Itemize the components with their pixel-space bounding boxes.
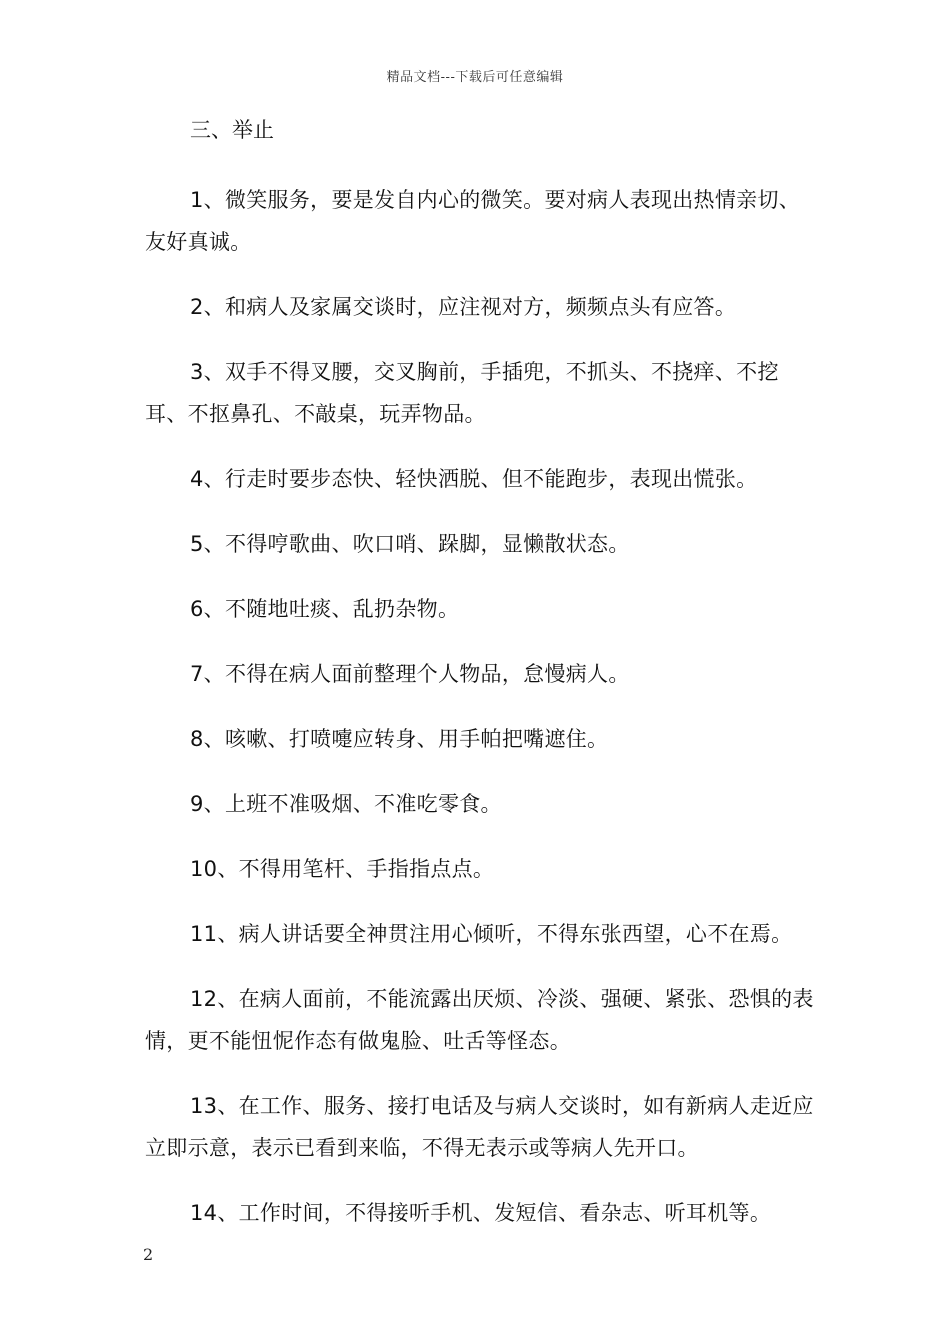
list-item: 4、行走时要步态快、轻快洒脱、但不能跑步，表现出慌张。: [190, 467, 758, 491]
page-header: 精品文档---下载后可任意编辑: [386, 70, 564, 85]
list-item: 14、工作时间，不得接听手机、发短信、看杂志、听耳机等。: [190, 1201, 772, 1225]
list-item: 9、上班不准吸烟、不准吃零食。: [190, 792, 502, 816]
list-item: 12、在病人面前，不能流露出厌烦、冷淡、强硬、紧张、恐惧的表情，更不能忸怩作态有做鬼脸、吐舌等怪态。: [145, 987, 814, 1053]
list-item: 2、和病人及家属交谈时，应注视对方，频频点头有应答。: [190, 295, 737, 319]
list-item: 1、微笑服务，要是发自内心的微笑。要对病人表现出热情亲切、友好真诚。: [145, 188, 801, 254]
page-number: 2: [143, 1245, 154, 1264]
list-item: 7、不得在病人面前整理个人物品，怠慢病人。: [190, 662, 630, 686]
list-item: 10、不得用笔杆、手指指点点。: [190, 857, 495, 881]
list-item: 13、在工作、服务、接打电话及与病人交谈时，如有新病人走近应立即示意，表示已看到来临，不得无表示或等病人先开口。: [145, 1094, 814, 1160]
section-title: 三、举止: [190, 118, 274, 142]
list-item: 6、不随地吐痰、乱扔杂物。: [190, 597, 460, 621]
list-item: 5、不得哼歌曲、吹口哨、跺脚，显懒散状态。: [190, 532, 630, 556]
list-item: 8、咳嗽、打喷嚏应转身、用手帕把嘴遮住。: [190, 727, 609, 751]
list-item: 3、双手不得叉腰，交叉胸前，手插兜，不抓头、不挠痒、不挖耳、不抠鼻孔、不敲桌，玩弄物品。: [145, 360, 779, 426]
list-item: 11、病人讲话要全神贯注用心倾听，不得东张西望，心不在焉。: [190, 922, 793, 946]
document-body: [145, 114, 820, 1234]
